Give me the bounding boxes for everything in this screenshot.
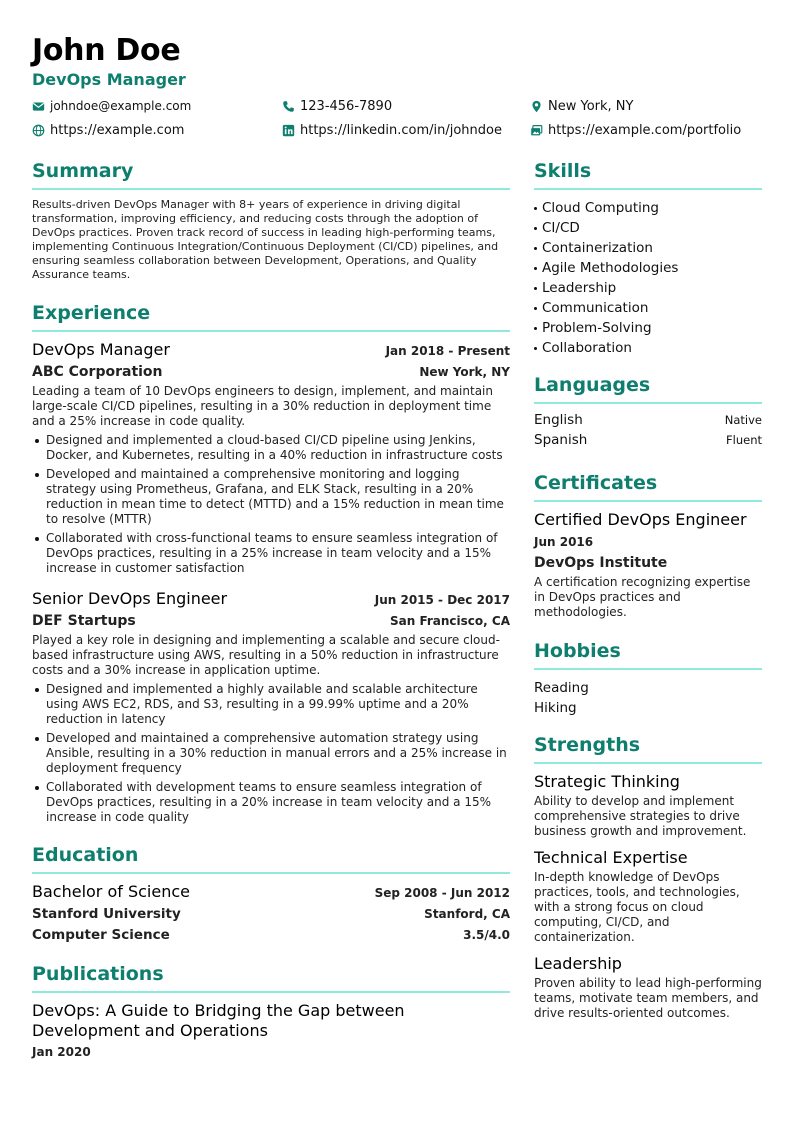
job-company: DEF Startups [32,613,136,629]
job-location: New York, NY [419,365,510,379]
phone-text: 123-456-7890 [300,98,393,114]
field-of-study: Computer Science [32,927,170,943]
education-heading: Education [32,844,510,874]
phone-icon [282,100,295,113]
bullet-item: Collaborated with cross-functional teams to ensure seamless integration of DevOps practices, resulting in a 25% increase in team velocity and a 15% increase in customer satisfaction [32,531,510,576]
job-title: DevOps Manager [32,340,170,359]
contact-email[interactable] [32,96,191,116]
portfolio-text: https://example.com/portfolio [548,122,742,138]
job-location: San Francisco, CA [389,614,510,628]
hobby-item: Reading [534,680,589,696]
publication-title: DevOps: A Guide to Bridging the Gap between Development and Operations [32,1001,405,1040]
experience-heading: Experience [32,302,510,332]
skills-heading: Skills [534,160,762,190]
candidate-role: DevOps Manager [32,70,186,89]
contact-website[interactable] [32,120,184,140]
bullet-item: Collaborated with development teams to ensure seamless integration of DevOps practices, resulting in a 20% increase in team velocity and a 15% increase in code quality [32,780,510,825]
certificate-entry [534,510,762,620]
strengths-heading: Strengths [534,734,762,764]
skill-item: Cloud Computing [534,198,762,218]
publications-heading: Publications [32,963,510,993]
job-bullets [32,433,510,576]
experience-entry [32,340,510,576]
summary-text: Results-driven DevOps Manager with 8+ years of experience in driving digital transformation, improving efficiency, and reducing costs through the adoption of DevOps practices. Proven track record of success in leading high-performing teams, implementing Continuous Integration/Continuous Deployment (CI/CD) pipelines, and ensuring seamless collaboration between Development, Operations, and Quality Assurance teams. [32,198,499,281]
hobbies-heading: Hobbies [534,640,762,670]
publication-entry [32,1001,510,1059]
skill-item: Communication [534,298,762,318]
certificate-description: A certification recognizing expertise in DevOps practices and methodologies. [534,575,751,619]
degree: Bachelor of Science [32,882,190,901]
education-dates: Sep 2008 - Jun 2012 [374,886,510,900]
bullet-item: Developed and maintained a comprehensive automation strategy using Ansible, resulting in a 30% reduction in manual errors and a 25% increase in deployment frequency [32,731,510,776]
school-location: Stanford, CA [424,907,510,921]
location-text: New York, NY [548,98,634,114]
strength-title: Leadership [534,954,622,973]
hobby-item: Hiking [534,700,577,716]
contact-portfolio[interactable] [530,120,741,140]
education-entry [32,882,510,943]
skill-item: Leadership [534,278,762,298]
website-text: https://example.com [50,122,185,138]
strength-title: Strategic Thinking [534,772,680,791]
languages-list [534,412,762,452]
hobbies-list [534,678,762,718]
bullet-item: Developed and maintained a comprehensive monitoring and logging strategy using Prometheus, Grafana, and ELK Stack, resulting in a 20% reduction in mean time to detect (MTTD) and a 15% reduction in mean time to resolve (MTTR) [32,467,510,527]
right-column [534,160,762,1030]
contact-location [530,96,633,116]
school: Stanford University [32,906,181,922]
bullet-item: Designed and implemented a highly available and scalable architecture using AWS EC2, RDS, and S3, resulting in a 99.99% uptime and a 20% reduction in latency [32,682,510,727]
experience-entry [32,589,510,825]
language-level: Native [724,413,762,427]
publication-date: Jan 2020 [32,1045,91,1059]
strength-entry [534,772,762,839]
strength-entry [534,848,762,945]
language-name: English [534,412,583,428]
contact-phone[interactable] [282,96,392,116]
certificate-issuer: DevOps Institute [534,555,668,571]
skills-list [534,198,762,358]
skill-item: Agile Methodologies [534,258,762,278]
strength-description: Proven ability to lead high-performing teams, motivate team members, and drive results-oriented outcomes. [534,976,762,1020]
candidate-name: John Doe [32,33,181,68]
job-title: Senior DevOps Engineer [32,589,228,608]
email-icon [32,100,45,113]
language-level: Fluent [726,433,762,447]
job-description: Leading a team of 10 DevOps engineers to design, implement, and maintain large-scale CI/CD pipelines, resulting in a 30% reduction in deployment time and a 25% increase in code quality. [32,384,493,428]
strength-entry [534,954,762,1021]
strength-description: In-depth knowledge of DevOps practices, tools, and technologies, with a strong focus on cloud computing, CI/CD, and containerization. [534,870,740,944]
globe-icon [32,124,45,137]
gpa: 3.5/4.0 [463,928,510,942]
language-name: Spanish [534,432,588,448]
portfolio-icon [530,124,543,137]
left-column [32,160,510,1059]
strength-description: Ability to develop and implement comprehensive strategies to drive business growth and improvement. [534,794,747,838]
language-item [534,432,762,452]
job-bullets [32,682,510,825]
summary-heading: Summary [32,160,510,190]
email-text: johndoe@example.com [50,99,192,113]
bullet-item: Designed and implemented a cloud-based CI/CD pipeline using Jenkins, Docker, and Kubernetes, resulting in a 40% reduction in infrastructure costs [32,433,510,463]
certificate-title: Certified DevOps Engineer [534,510,747,529]
skill-item: Problem-Solving [534,318,762,338]
language-item [534,412,762,432]
job-description: Played a key role in designing and implementing a scalable and secure cloud-based infrastructure using AWS, resulting in a 50% reduction in infrastructure costs and a 30% increase in application uptime. [32,633,500,677]
languages-heading: Languages [534,374,762,404]
linkedin-icon [282,124,295,137]
strength-title: Technical Expertise [534,848,688,867]
certificates-heading: Certificates [534,472,762,502]
job-dates: Jan 2018 - Present [385,344,510,358]
job-company: ABC Corporation [32,364,163,380]
job-dates: Jun 2015 - Dec 2017 [374,593,510,607]
skill-item: Collaboration [534,338,762,358]
contact-linkedin[interactable] [282,120,502,140]
skill-item: Containerization [534,238,762,258]
certificate-date: Jun 2016 [534,535,594,549]
linkedin-text: https://linkedin.com/in/johndoe [300,122,502,138]
skill-item: CI/CD [534,218,762,238]
location-pin-icon [530,100,543,113]
